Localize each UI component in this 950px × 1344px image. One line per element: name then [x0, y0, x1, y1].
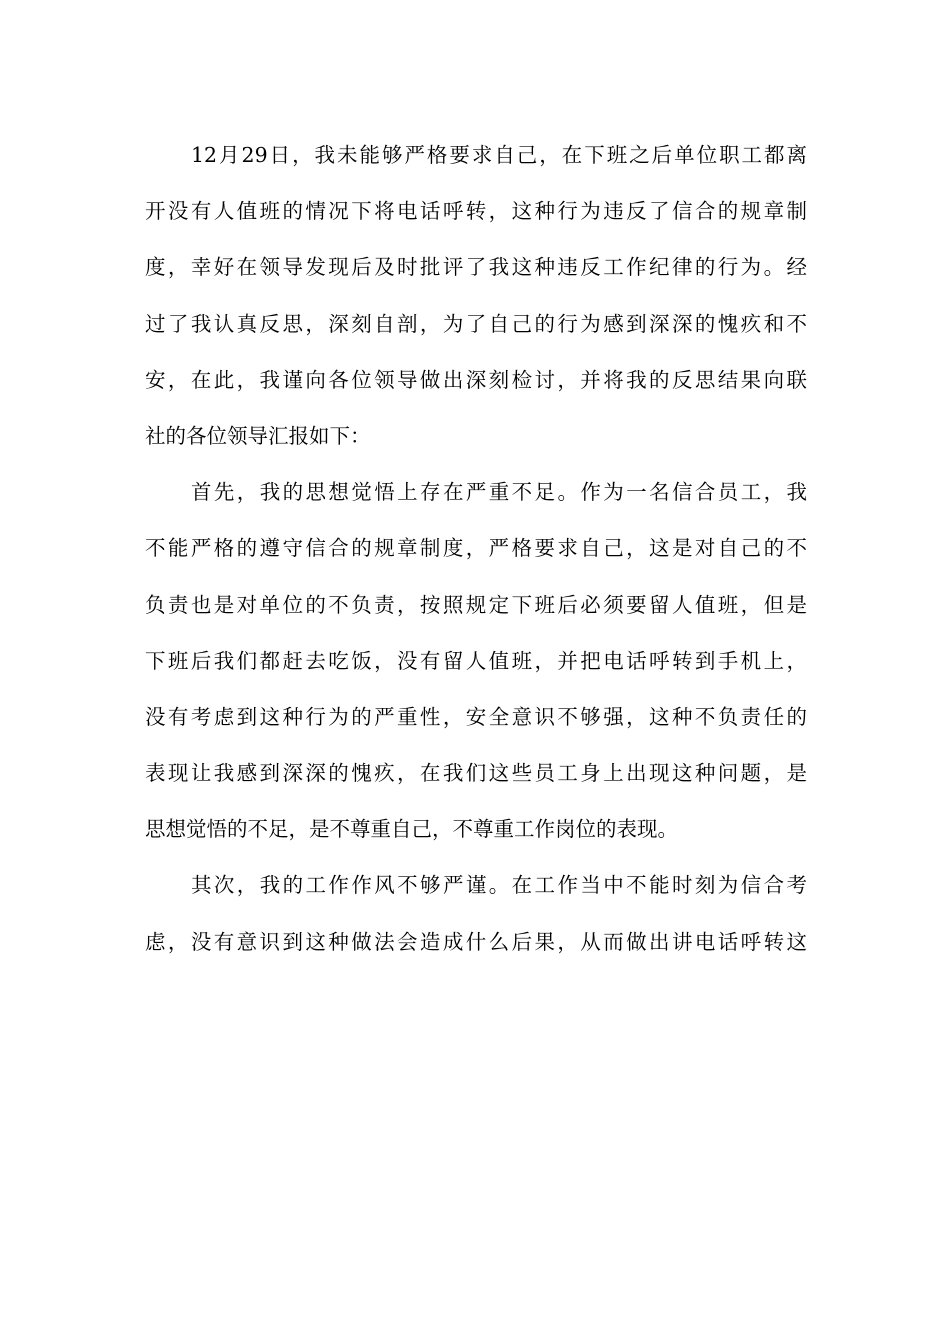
- paragraph-1-line-5: 安，在此，我谨向各位领导做出深刻检讨，并将我的反思结果向联: [145, 367, 807, 392]
- paragraph-1-line-6: 社的各位领导汇报如下：: [145, 423, 371, 448]
- paragraph-1-line-1: 12月29日，我未能够严格要求自己，在下班之后单位职工都离: [191, 143, 807, 167]
- paragraph-1-line-2: 开没有人值班的情况下将电话呼转，这种行为违反了信合的规章制: [145, 199, 807, 224]
- paragraph-2-line-4: 下班后我们都赶去吃饭，没有留人值班，并把电话呼转到手机上，: [145, 648, 807, 673]
- paragraph-2-line-6: 表现让我感到深深的愧疚，在我们这些员工身上出现这种问题，是: [145, 761, 807, 786]
- paragraph-3-line-1: 其次，我的工作作风不够严谨。在工作当中不能时刻为信合考: [191, 873, 807, 898]
- paragraph-1-line-4: 过了我认真反思，深刻自剖，为了自己的行为感到深深的愧疚和不: [145, 311, 807, 336]
- body-text: [145, 127, 807, 970]
- paragraph-2-line-5: 没有考虑到这种行为的严重性，安全意识不够强，这种不负责任的: [145, 704, 807, 729]
- paragraph-1-line-3: 度，幸好在领导发现后及时批评了我这种违反工作纪律的行为。经: [145, 255, 807, 280]
- paragraph-2-line-7: 思想觉悟的不足，是不尊重自己，不尊重工作岗位的表现。: [145, 817, 678, 842]
- paragraph-2-line-1: 首先，我的思想觉悟上存在严重不足。作为一名信合员工，我: [191, 480, 807, 505]
- paragraph-2-line-3: 负责也是对单位的不负责，按照规定下班后必须要留人值班，但是: [145, 592, 807, 617]
- paragraph-3-line-2: 虑，没有意识到这种做法会造成什么后果，从而做出讲电话呼转这: [145, 929, 807, 954]
- paragraph-2-line-2: 不能严格的遵守信合的规章制度，严格要求自己，这是对自己的不: [145, 536, 807, 561]
